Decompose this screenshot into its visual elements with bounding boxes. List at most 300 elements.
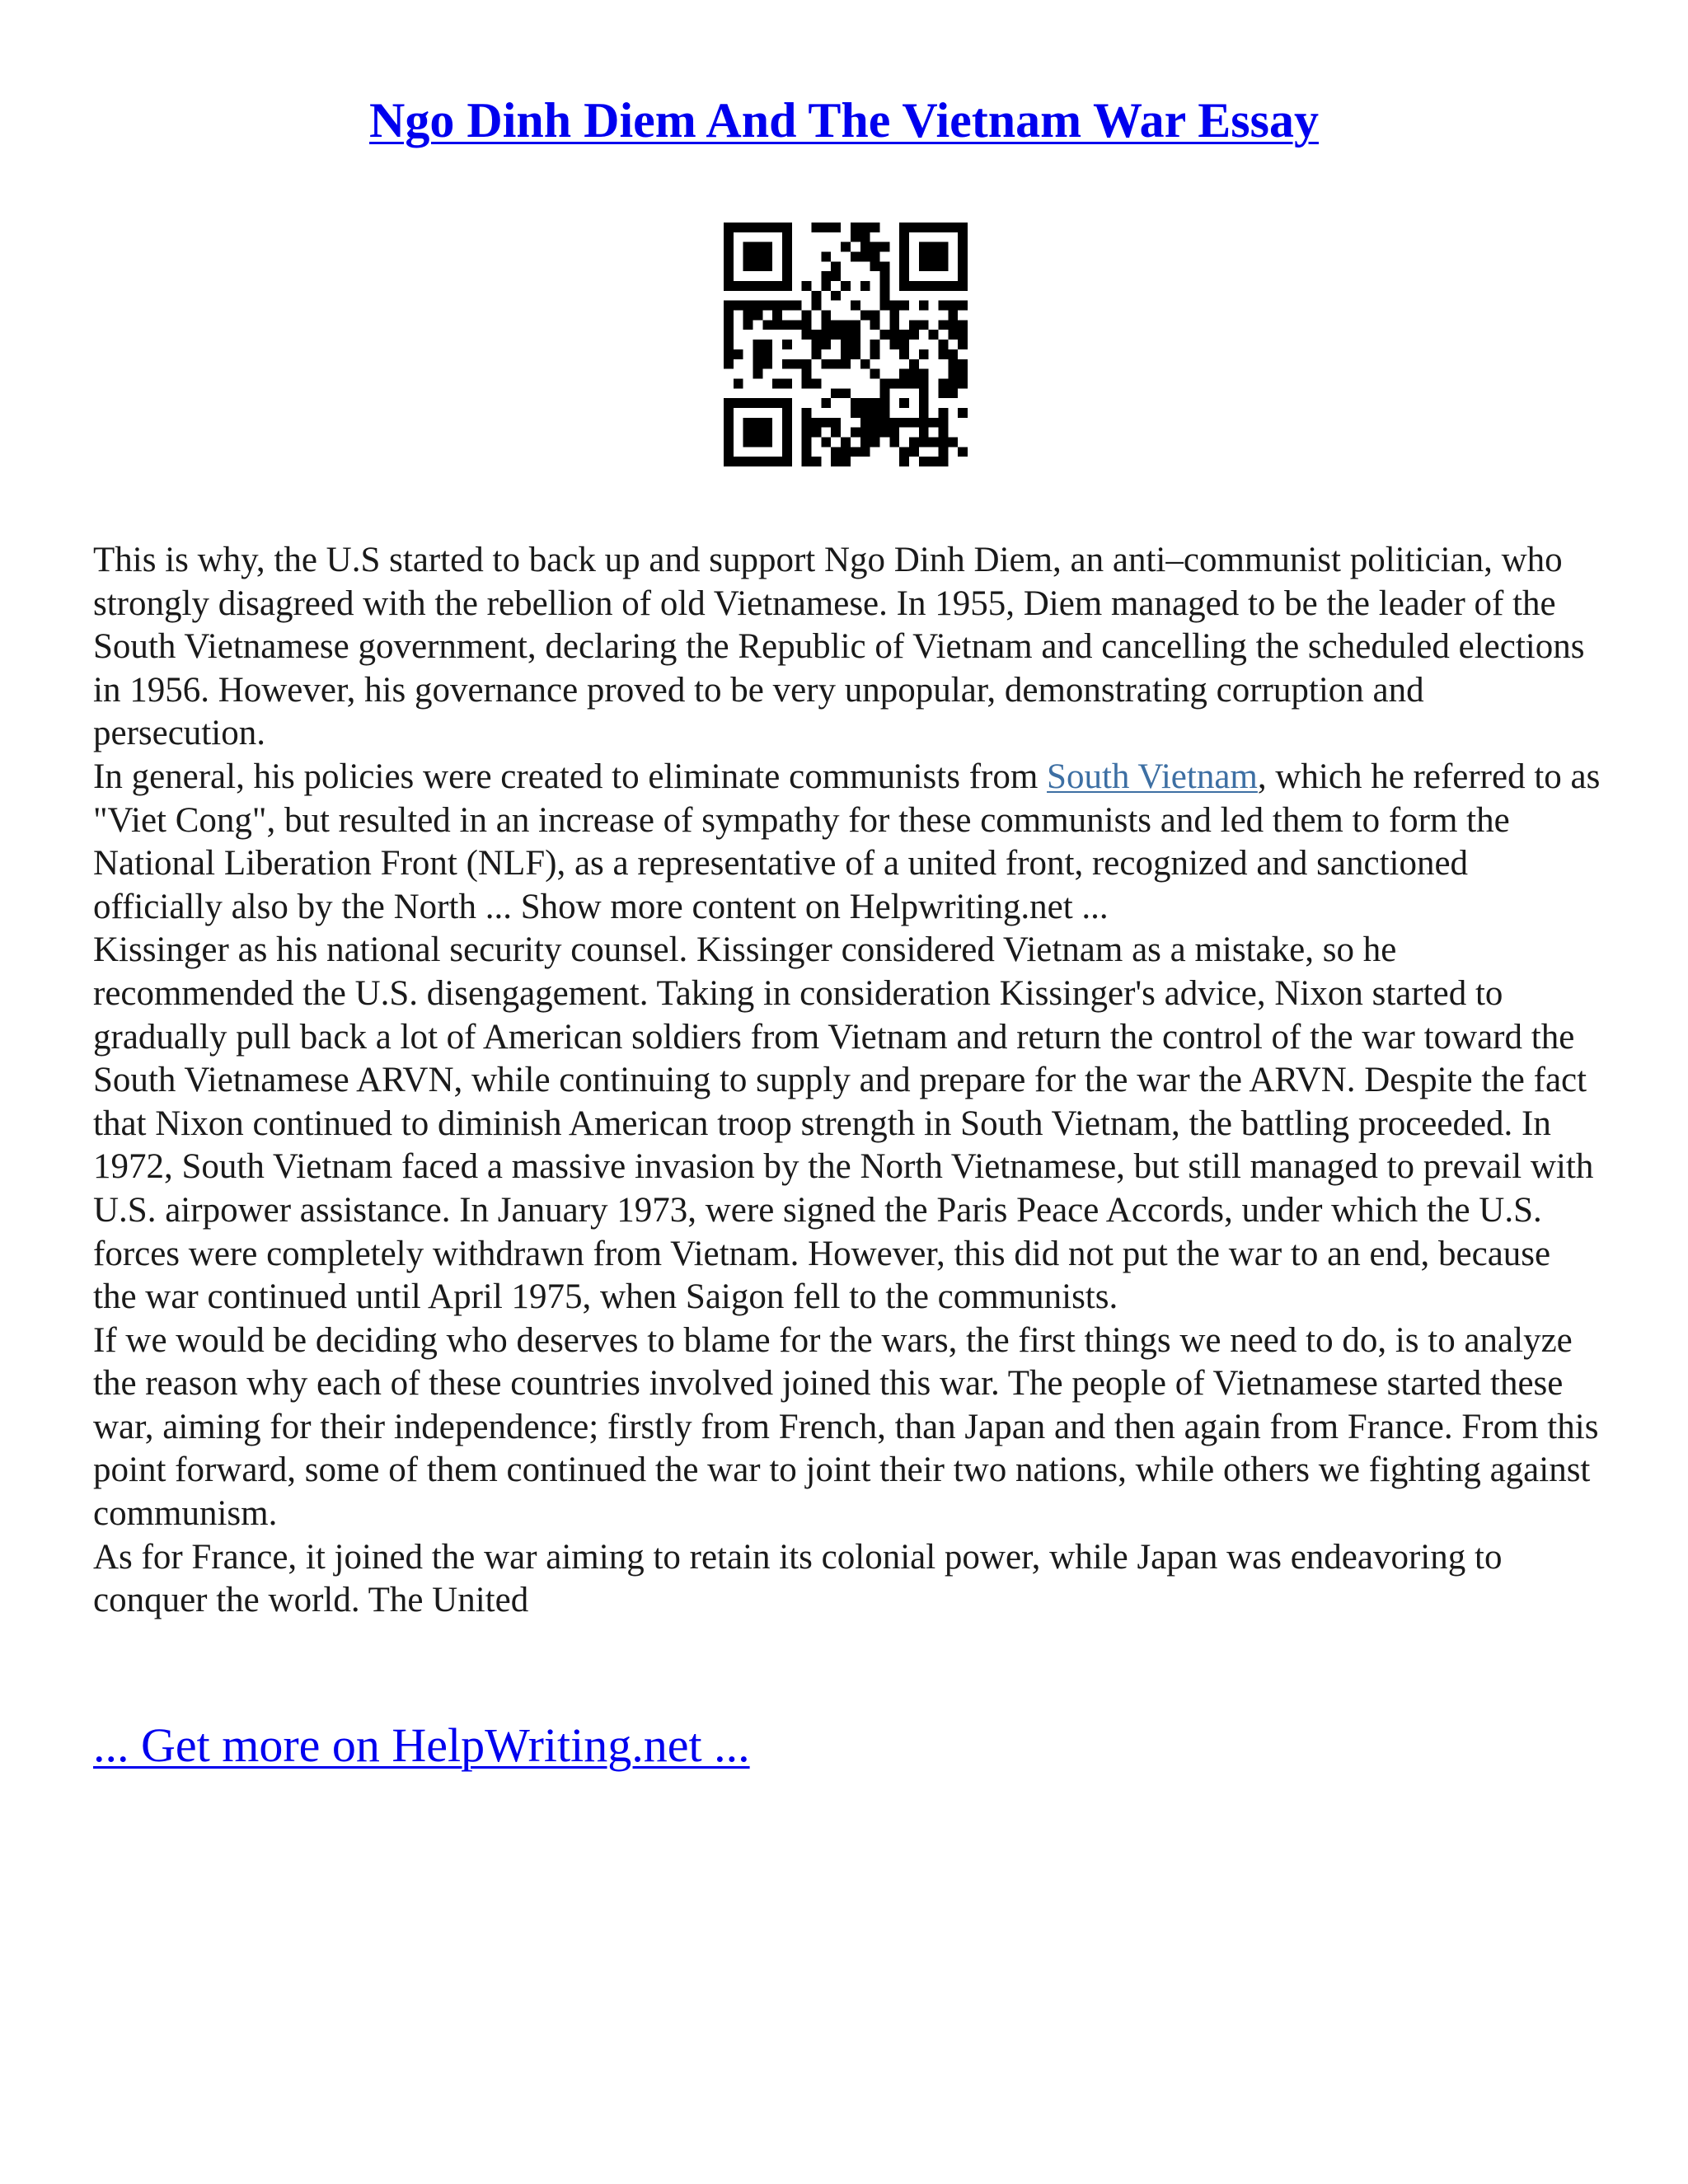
qr-module xyxy=(948,369,958,379)
qr-module xyxy=(762,320,772,330)
qr-module xyxy=(782,232,792,242)
qr-module xyxy=(821,330,831,340)
qr-module xyxy=(802,369,812,379)
qr-module xyxy=(831,271,841,281)
qr-module xyxy=(909,418,919,428)
qr-module xyxy=(948,311,958,321)
qr-module xyxy=(743,281,753,291)
qr-module xyxy=(782,457,792,466)
qr-module xyxy=(772,223,782,232)
qr-module xyxy=(802,428,812,438)
qr-module xyxy=(870,437,880,447)
qr-module xyxy=(909,281,919,291)
qr-module xyxy=(802,457,812,466)
qr-module xyxy=(762,359,772,369)
qr-module xyxy=(792,320,802,330)
qr-module xyxy=(860,437,870,447)
qr-module xyxy=(782,437,792,447)
qr-module xyxy=(889,428,899,438)
qr-module xyxy=(724,340,734,349)
qr-module xyxy=(851,408,860,418)
qr-module xyxy=(772,457,782,466)
qr-module xyxy=(734,223,743,232)
qr-module xyxy=(831,330,841,340)
qr-module xyxy=(762,457,772,466)
qr-module xyxy=(841,437,851,447)
qr-module xyxy=(724,447,734,457)
qr-module xyxy=(851,340,860,349)
qr-module xyxy=(724,320,734,330)
qr-module xyxy=(948,378,958,388)
qr-module xyxy=(841,281,851,291)
qr-module xyxy=(851,301,860,311)
qr-module xyxy=(870,261,880,271)
qr-module xyxy=(724,408,734,418)
qr-module xyxy=(919,437,929,447)
qr-module xyxy=(812,223,822,232)
qr-module xyxy=(841,457,851,466)
qr-module xyxy=(958,223,968,232)
qr-module xyxy=(851,330,860,340)
qr-module xyxy=(821,320,831,330)
qr-module xyxy=(938,242,948,252)
qr-module xyxy=(821,223,831,232)
qr-module xyxy=(948,320,958,330)
qr-module xyxy=(762,223,772,232)
qr-module xyxy=(860,223,870,232)
qr-module xyxy=(753,359,763,369)
qr-module xyxy=(734,281,743,291)
qr-module xyxy=(782,281,792,291)
qr-module xyxy=(831,291,841,301)
qr-module xyxy=(870,349,880,359)
qr-module xyxy=(782,428,792,438)
qr-module xyxy=(909,437,919,447)
qr-module xyxy=(889,437,899,447)
qr-module xyxy=(889,340,899,349)
qr-module xyxy=(782,359,792,369)
qr-module xyxy=(958,330,968,340)
qr-module xyxy=(734,378,743,388)
qr-module xyxy=(724,418,734,428)
qr-module xyxy=(929,437,939,447)
qr-module xyxy=(919,349,929,359)
qr-module xyxy=(724,261,734,271)
qr-module xyxy=(782,447,792,457)
qr-module xyxy=(919,369,929,379)
qr-module xyxy=(938,437,948,447)
qr-module xyxy=(899,398,909,408)
qr-module xyxy=(762,398,772,408)
qr-module xyxy=(782,340,792,349)
qr-module xyxy=(889,418,899,428)
qr-module xyxy=(919,261,929,271)
qr-module xyxy=(948,330,958,340)
qr-module xyxy=(753,369,763,379)
qr-module xyxy=(870,369,880,379)
qr-module xyxy=(841,242,851,252)
qr-module xyxy=(919,281,929,291)
qr-module xyxy=(831,428,841,438)
qr-module xyxy=(929,457,939,466)
qr-module xyxy=(821,271,831,281)
qr-module xyxy=(743,223,753,232)
qr-module xyxy=(919,301,929,311)
qr-module xyxy=(782,242,792,252)
qr-module xyxy=(753,349,763,359)
qr-module xyxy=(772,311,782,321)
qr-module xyxy=(743,252,753,262)
qr-module xyxy=(762,428,772,438)
qr-module xyxy=(762,281,772,291)
qr-module xyxy=(870,408,880,418)
qr-module xyxy=(743,311,753,321)
qr-module xyxy=(734,301,743,311)
qr-module xyxy=(802,330,812,340)
qr-module xyxy=(841,359,851,369)
qr-module xyxy=(870,311,880,321)
qr-module xyxy=(802,359,812,369)
qr-module xyxy=(879,418,889,428)
qr-module xyxy=(782,320,792,330)
qr-module xyxy=(948,281,958,291)
qr-module xyxy=(929,418,939,428)
qr-module xyxy=(870,242,880,252)
qr-module xyxy=(831,388,841,398)
qr-module xyxy=(802,320,812,330)
qr-module xyxy=(782,252,792,262)
qr-module xyxy=(919,457,929,466)
qr-module xyxy=(753,457,763,466)
qr-module xyxy=(899,349,909,359)
qr-module xyxy=(879,271,889,281)
qr-module xyxy=(724,359,734,369)
qr-module xyxy=(899,301,909,311)
qr-module xyxy=(821,252,831,262)
qr-module xyxy=(841,349,851,359)
qr-module xyxy=(753,418,763,428)
qr-module xyxy=(899,457,909,466)
qr-module xyxy=(879,261,889,271)
qr-module xyxy=(909,330,919,340)
qr-module xyxy=(753,428,763,438)
qr-module xyxy=(851,252,860,262)
qr-module xyxy=(870,428,880,438)
qr-module xyxy=(958,340,968,349)
qr-module xyxy=(802,281,812,291)
qr-module xyxy=(753,281,763,291)
qr-module xyxy=(860,232,870,242)
qr-module xyxy=(879,388,889,398)
paragraph-4: If we would be deciding who deserves to blame for the wars, the first things we need to do, is to analyze the reason why each of these countries involved joined this war. The people of Vietnamese started these war, aiming for their independence; firstly from French, than Japan and then again from France. From this point forward, some of them continued the war to joint their two nations, while others we fighting against communism. xyxy=(93,1320,1599,1534)
qr-module xyxy=(734,349,743,359)
qr-module xyxy=(851,223,860,232)
qr-module xyxy=(782,261,792,271)
qr-module xyxy=(782,378,792,388)
qr-module xyxy=(753,437,763,447)
qr-module xyxy=(743,261,753,271)
qr-module xyxy=(762,301,772,311)
qr-module xyxy=(919,418,929,428)
qr-module xyxy=(724,437,734,447)
qr-module xyxy=(938,281,948,291)
qr-module xyxy=(724,349,734,359)
qr-module xyxy=(724,271,734,281)
qr-module xyxy=(870,340,880,349)
qr-module xyxy=(948,388,958,398)
qr-module xyxy=(899,232,909,242)
paragraph-2-text-after: , which he referred to as "Viet Cong", but resulted in an increase of sympathy for these communists and led them to form the National Liberation Front (NLF), as a representative of a united front, recognized and sanctioned officially also by the North ... Show more content on Helpwriting.net ... xyxy=(93,757,1601,926)
qr-module xyxy=(909,320,919,330)
qr-module xyxy=(899,340,909,349)
qr-module xyxy=(724,428,734,438)
qr-module xyxy=(938,447,948,457)
qr-module xyxy=(879,242,889,252)
qr-module xyxy=(802,378,812,388)
qr-module xyxy=(743,457,753,466)
qr-module xyxy=(899,223,909,232)
qr-module xyxy=(879,398,889,408)
qr-module xyxy=(851,320,860,330)
qr-module xyxy=(938,261,948,271)
qr-module xyxy=(899,369,909,379)
qr-module xyxy=(929,252,939,262)
qr-module xyxy=(889,330,899,340)
qr-module xyxy=(870,418,880,428)
qr-module xyxy=(831,418,841,428)
qr-module xyxy=(782,418,792,428)
qr-module xyxy=(958,242,968,252)
qr-module xyxy=(938,320,948,330)
qr-module xyxy=(753,252,763,262)
qr-module xyxy=(938,408,948,418)
qr-module xyxy=(724,311,734,321)
qr-module xyxy=(958,261,968,271)
qr-module xyxy=(821,418,831,428)
qr-module xyxy=(782,398,792,408)
qr-module xyxy=(851,232,860,242)
qr-module xyxy=(909,359,919,369)
qr-module xyxy=(938,418,948,428)
qr-module xyxy=(899,418,909,428)
qr-module xyxy=(909,447,919,457)
qr-module xyxy=(812,418,822,428)
qr-module xyxy=(870,398,880,408)
qr-module xyxy=(782,408,792,418)
qr-module xyxy=(812,378,822,388)
qr-module xyxy=(938,388,948,398)
qr-module xyxy=(762,242,772,252)
qr-module xyxy=(724,232,734,242)
qr-module xyxy=(851,349,860,359)
qr-module xyxy=(762,437,772,447)
qr-module xyxy=(938,457,948,466)
qr-module xyxy=(919,223,929,232)
qr-module xyxy=(772,301,782,311)
qr-module xyxy=(938,349,948,359)
qr-module xyxy=(860,359,870,369)
paragraph-2-text-before: In general, his policies were created to eliminate communists from xyxy=(93,757,1048,796)
qr-module xyxy=(724,252,734,262)
qr-module xyxy=(762,349,772,359)
qr-module xyxy=(753,340,763,349)
qr-module xyxy=(860,447,870,457)
qr-module xyxy=(724,281,734,291)
qr-module xyxy=(860,408,870,418)
qr-module xyxy=(821,359,831,369)
get-more-link[interactable]: ... Get more on HelpWriting.net ... xyxy=(93,1718,750,1772)
qr-module xyxy=(958,252,968,262)
qr-module xyxy=(743,301,753,311)
qr-module xyxy=(870,223,880,232)
qr-module xyxy=(812,349,822,359)
qr-module xyxy=(860,311,870,321)
paragraph-1: This is why, the U.S started to back up and support Ngo Dinh Diem, an anti–communist politician, who strongly disagreed with the rebellion of old Vietnamese. In 1955, Diem managed to be the leader of the South Vietnamese government, declaring the Republic of Vietnam and cancelling the scheduled elections in 1956. However, his governance proved to be very unpopular, demonstrating corruption and persecution. xyxy=(93,541,1585,753)
qr-module xyxy=(889,378,899,388)
qr-module xyxy=(919,320,929,330)
qr-module xyxy=(802,437,812,447)
qr-module xyxy=(812,340,822,349)
qr-module xyxy=(899,447,909,457)
qr-module xyxy=(909,223,919,232)
qr-module xyxy=(812,291,822,301)
essay-body xyxy=(93,539,1601,1623)
qr-module xyxy=(899,281,909,291)
qr-module xyxy=(889,320,899,330)
qr-module xyxy=(753,242,763,252)
qr-module xyxy=(958,320,968,330)
qr-module xyxy=(919,242,929,252)
qr-module xyxy=(743,428,753,438)
qr-module xyxy=(948,301,958,311)
qr-module xyxy=(860,252,870,262)
qr-module xyxy=(919,408,929,418)
qr-module xyxy=(831,320,841,330)
qr-module xyxy=(802,418,812,428)
qr-module xyxy=(812,301,822,311)
qr-module xyxy=(948,349,958,359)
qr-module xyxy=(772,281,782,291)
qr-module xyxy=(802,447,812,457)
qr-module xyxy=(792,359,802,369)
qr-module xyxy=(929,242,939,252)
qr-module xyxy=(938,252,948,262)
qr-module xyxy=(958,408,968,418)
qr-module xyxy=(860,242,870,252)
qr-module xyxy=(743,418,753,428)
qr-module xyxy=(938,428,948,438)
paragraph-3: Kissinger as his national security counsel. Kissinger considered Vietnam as a mistake, so he recommended the U.S. disengagement. Taking in consideration Kissinger's advice, Nixon started to gradually pull back a lot of American soldiers from Vietnam and return the control of the war toward the South Vietnamese ARVN, while continuing to supply and prepare for the war the ARVN. Despite the fact that Nixon continued to diminish American troop strength in South Vietnam, the battling proceeded. In 1972, South Vietnam faced a massive invasion by the North Vietnamese, but still managed to prevail with U.S. airpower assistance. In January 1973, were signed the Paris Peace Accords, under which the U.S. forces were completely withdrawn from Vietnam. However, this did not put the war to an end, because the war continued until April 1975, when Saigon fell to the communists. xyxy=(93,930,1594,1317)
qr-module xyxy=(851,398,860,408)
qr-module xyxy=(772,398,782,408)
qr-module xyxy=(762,252,772,262)
qr-module xyxy=(958,301,968,311)
qr-module xyxy=(899,271,909,281)
qr-module xyxy=(753,223,763,232)
qr-module xyxy=(831,447,841,457)
qr-module xyxy=(899,252,909,262)
qr-module xyxy=(851,447,860,457)
qr-module xyxy=(724,330,734,340)
qr-module xyxy=(909,369,919,379)
qr-module xyxy=(753,398,763,408)
qr-module xyxy=(724,242,734,252)
qr-module xyxy=(958,281,968,291)
qr-module xyxy=(762,340,772,349)
qr-module xyxy=(812,428,822,438)
qr-module xyxy=(802,311,812,321)
qr-module xyxy=(938,340,948,349)
qr-module xyxy=(958,359,968,369)
qr-module xyxy=(812,457,822,466)
qr-module xyxy=(919,388,929,398)
qr-module xyxy=(948,223,958,232)
qr-module xyxy=(958,271,968,281)
qr-module xyxy=(762,261,772,271)
qr-module xyxy=(879,330,889,340)
qr-module xyxy=(821,311,831,321)
qr-module xyxy=(919,398,929,408)
qr-module xyxy=(889,311,899,321)
qr-module xyxy=(831,457,841,466)
qr-module xyxy=(782,301,792,311)
paragraph-2 xyxy=(93,756,1601,929)
paragraph-5: As for France, it joined the war aiming to retain its colonial power, while Japan was endeavoring to conquer the world. The United xyxy=(93,1537,1503,1620)
qr-module xyxy=(870,252,880,262)
qr-module xyxy=(958,378,968,388)
qr-module xyxy=(879,301,889,311)
qr-module xyxy=(724,457,734,466)
qr-module xyxy=(831,261,841,271)
qr-module xyxy=(724,398,734,408)
qr-module xyxy=(879,281,889,291)
qr-module xyxy=(919,252,929,262)
qr-module xyxy=(851,428,860,438)
qr-module xyxy=(860,418,870,428)
qr-module xyxy=(772,378,782,388)
south-vietnam-link[interactable]: South Vietnam xyxy=(1047,757,1258,796)
qr-module xyxy=(782,223,792,232)
qr-module xyxy=(879,408,889,418)
qr-module xyxy=(821,437,831,447)
qr-module xyxy=(724,301,734,311)
qr-module xyxy=(889,301,899,311)
qr-module xyxy=(919,378,929,388)
qr-module xyxy=(958,369,968,379)
qr-module xyxy=(899,330,909,340)
qr-module xyxy=(929,330,939,340)
qr-module xyxy=(841,447,851,457)
qr-module xyxy=(841,320,851,330)
qr-module xyxy=(929,261,939,271)
qr-module xyxy=(772,320,782,330)
qr-module xyxy=(743,242,753,252)
qr-module xyxy=(958,447,968,457)
qr-module xyxy=(899,242,909,252)
qr-module xyxy=(841,388,851,398)
qr-module xyxy=(743,437,753,447)
qr-module xyxy=(860,428,870,438)
document-title-link[interactable]: Ngo Dinh Diem And The Vietnam War Essay xyxy=(369,93,1319,148)
qr-module xyxy=(879,291,889,301)
qr-module xyxy=(782,271,792,281)
qr-module xyxy=(762,418,772,428)
qr-module xyxy=(734,398,743,408)
qr-module xyxy=(958,232,968,242)
qr-module xyxy=(929,281,939,291)
qr-module xyxy=(870,320,880,330)
qr-module xyxy=(743,398,753,408)
